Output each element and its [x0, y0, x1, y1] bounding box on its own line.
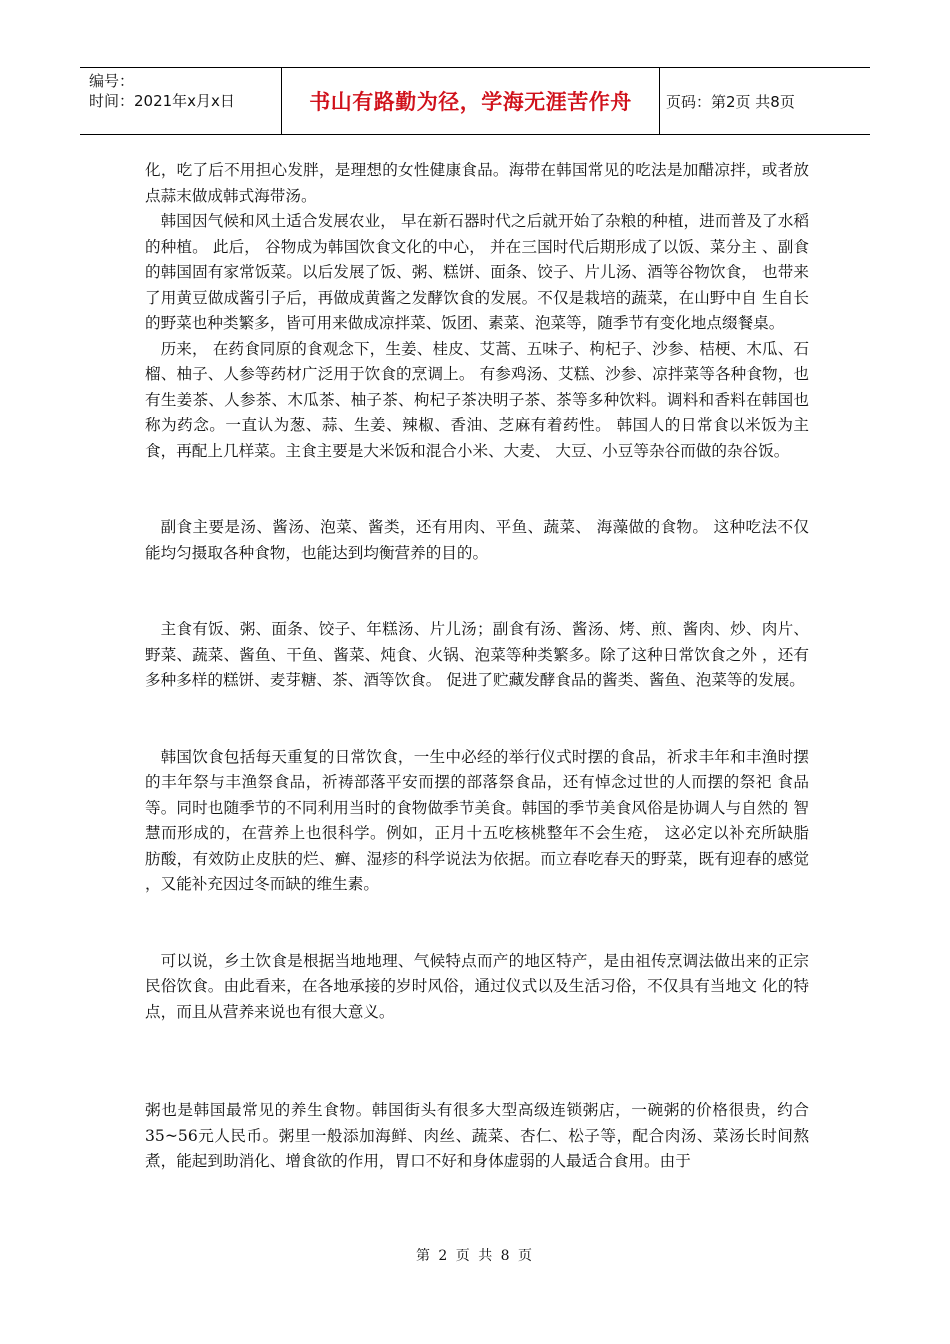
paragraph: 粥也是韩国最常见的养生食物。韩国街头有很多大型高级连锁粥店，一碗粥的价格很贵，约合35~56元人民币。粥里一般添加海鲜、肉丝、蔬菜、杏仁、松子等，配合肉汤、菜汤长时间熬煮，能起到助消化、增食欲的作用，胃口不好和身体虚弱的人最适合食用。由于 — [145, 1101, 809, 1170]
paragraph: 主食有饭、粥、面条、饺子、年糕汤、片儿汤；副食有汤、酱汤、烤、煎、酱肉、炒、肉片、野菜、蔬菜、酱鱼、干鱼、酱菜、炖食、火锅、泡菜等种类繁多。除了这种日常饮食之外 ，还有多种多样的糕饼、麦芽糖、茶、酒等饮食。 促进了贮藏发酵食品的酱类、酱鱼、泡菜等的发展。 — [145, 620, 809, 689]
paragraph: 化，吃了后不用担心发胖，是理想的女性健康食品。海带在韩国常见的吃法是加醋凉拌，或者放点蒜末做成韩式海带汤。 — [145, 161, 809, 205]
document-body — [145, 158, 809, 1175]
paragraph: 历来， 在药食同原的食观念下，生姜、桂皮、艾蒿、五味子、枸杞子、沙参、桔梗、木瓜、石榴、柚子、人参等药材广泛用于饮食的烹调上。 有参鸡汤、艾糕、沙参、凉拌菜等各种食物，也有生姜茶、人参茶、木瓜茶、柚子茶、枸杞子茶决明子茶、茶等多种饮料。调料和香料在韩国也称为药念。一直认为葱、蒜、生姜、辣椒、香油、芝麻有着药性。 韩国人的日常食以米饭为主食，再配上几样菜。主食主要是大米饭和混合小米、大麦、 大豆、小豆等杂谷而做的杂谷饭。 — [145, 339, 809, 460]
paragraph-spacer — [145, 694, 809, 745]
document-header — [80, 67, 870, 135]
paragraph: 韩国饮食包括每天重复的日常饮食，一生中必经的举行仪式时摆的食品，祈求丰年和丰渔时摆的丰年祭与丰渔祭食品，祈祷部落平安而摆的部落祭食品，还有悼念过世的人而摆的祭祀 食品等。同时也随季节的不同利用当时的食物做季节美食。韩国的季节美食风俗是协调人与自然的 智慧而形成的，在营养上也很科学。例如，正月十五吃核桃整年不会生疮， 这必定以补充所缺脂 肪酸，有效防止皮肤的烂、癣、湿疹的科学说法为依据。而立春吃春天的野菜，既有迎春的感觉 ，又能补充因过冬而缺的维生素。 — [145, 747, 809, 893]
page-footer: 第 2 页 共 8 页 — [415, 1248, 535, 1264]
header-motto: 书山有路勤为径，学海无涯苦作舟 — [282, 68, 660, 134]
number-label: 编号： — [89, 72, 135, 90]
paragraph: 可以说，乡土饮食是根据当地地理、气候特点而产的地区特产，是由祖传烹调法做出来的正宗民俗饮食。由此看来，在各地承接的岁时风俗，通过仪式以及生活习俗，不仅具有当地文 化的特点，而且从营养来说也有很大意义。 — [145, 951, 809, 1021]
paragraph: 副食主要是汤、酱汤、泡菜、酱类，还有用肉、平鱼、蔬菜、 海藻做的食物。 这种吃法不仅能均匀摄取各种食物，也能达到均衡营养的目的。 — [145, 518, 809, 562]
header-meta — [80, 68, 282, 134]
paragraph-spacer — [145, 566, 809, 617]
paragraph-spacer — [145, 464, 809, 515]
paragraph-spacer — [145, 898, 809, 949]
paragraph-spacer — [145, 1025, 809, 1098]
time-label: 时间：2021年x月x日 — [89, 92, 235, 110]
header-page-info: 页码：第2页 共8页 — [666, 92, 795, 111]
paragraph: 韩国因气候和风土适合发展农业， 早在新石器时代之后就开始了杂粮的种植，进而普及了水稻的种植。 此后， 谷物成为韩国饮食文化的中心， 并在三国时代后期形成了以饭、菜分主 、副食的韩国固有家常饭菜。以后发展了饭、粥、糕饼、面条、饺子、片儿汤、酒等谷物饮食， 也带来了用黄豆做成酱引子后，再做成黄酱之发酵饮食的发展。不仅是栽培的蔬菜，在山野中自 生自长的野菜也种类繁多，皆可用来做成凉拌菜、饭团、素菜、泡菜等，随季节有变化地点缀餐桌。 — [145, 212, 809, 332]
